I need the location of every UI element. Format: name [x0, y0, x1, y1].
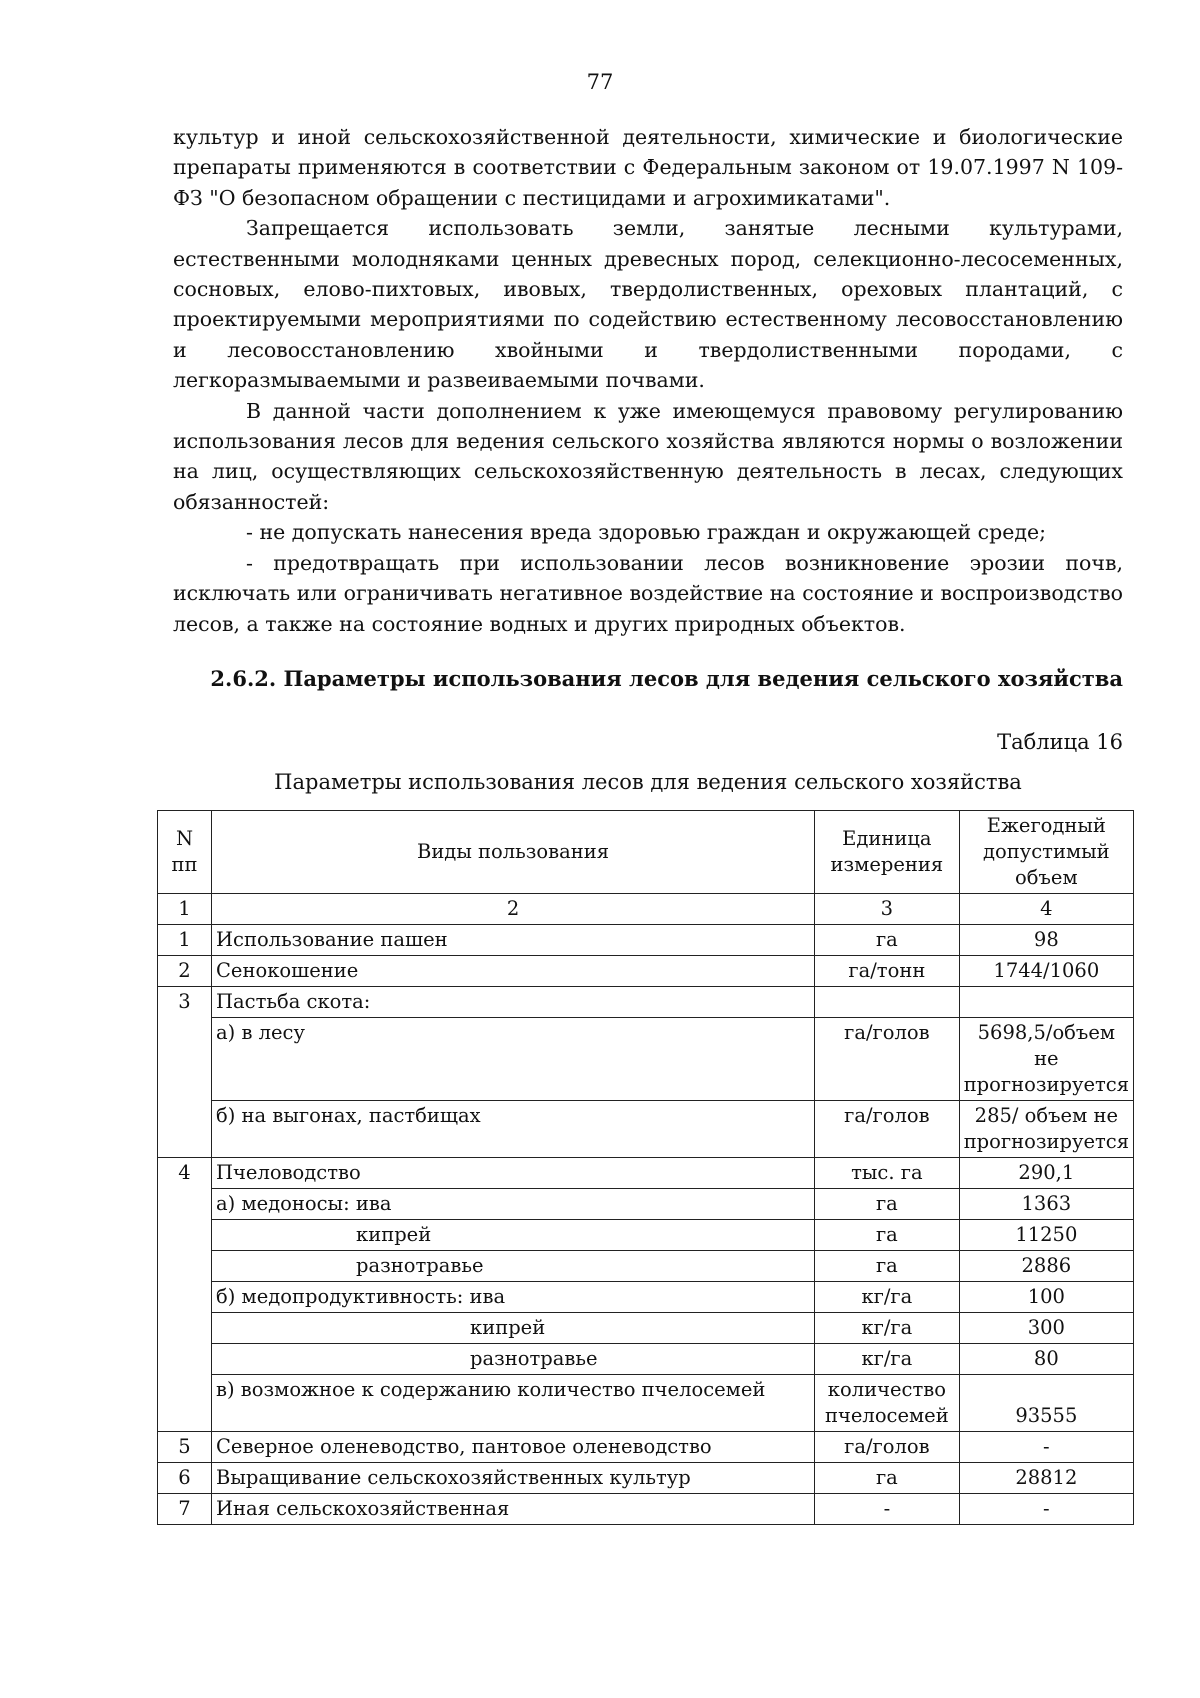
table-row: [158, 1344, 1134, 1375]
cell-n: 3: [158, 987, 212, 1158]
cell-type: Выращивание сельскохозяйственных культур: [212, 1463, 815, 1494]
table-row: [158, 1220, 1134, 1251]
table-row: [158, 987, 1134, 1018]
table-row: [158, 1375, 1134, 1432]
cell-unit: тыс. га: [815, 1158, 960, 1189]
col-number: 2: [212, 894, 815, 925]
cell-type: а) в лесу: [212, 1018, 815, 1101]
cell-volume: 98: [959, 925, 1133, 956]
col-number: 4: [959, 894, 1133, 925]
cell-type: Использование пашен: [212, 925, 815, 956]
list-item: - предотвращать при использовании лесов возникновение эрозии почв, исключать или ограничивать негативное воздействие на состояние и воспроизводство лесов, а также на состояние водных и других природных объектов.: [173, 550, 1123, 636]
cell-volume: 28812: [959, 1463, 1133, 1494]
table-row: [158, 1494, 1134, 1525]
column-numbers-row: [158, 894, 1134, 925]
table-row: [158, 1189, 1134, 1220]
table-caption: Параметры использования лесов для ведения сельского хозяйства: [274, 770, 1022, 794]
cell-volume: -: [959, 1432, 1133, 1463]
cell-unit: га: [815, 1463, 960, 1494]
table-header-row: [158, 811, 1134, 894]
col-number: 1: [158, 894, 212, 925]
cell-unit: га: [815, 1251, 960, 1282]
paragraph: культур и иной сельскохозяйственной деятельности, химические и биологические препараты применяются в соответствии с Федеральным законом от 19.07.1997 N 109-ФЗ "О безопасном обращении с пестицидами и агрохимикатами".: [173, 125, 1123, 210]
cell-volume: 5698,5/объем не прогнозируется: [959, 1018, 1133, 1101]
cell-unit: га: [815, 1189, 960, 1220]
cell-unit: га/голов: [815, 1018, 960, 1101]
table-row: [158, 925, 1134, 956]
cell-type: Пастьба скота:: [212, 987, 815, 1018]
header-n: N пп: [158, 811, 212, 894]
page-number: 77: [586, 70, 614, 94]
cell-type: Северное оленеводство, пантовое оленеводство: [212, 1432, 815, 1463]
cell-volume: 300: [959, 1313, 1133, 1344]
cell-n: 2: [158, 956, 212, 987]
cell-volume: 80: [959, 1344, 1133, 1375]
cell-n: 1: [158, 925, 212, 956]
section-heading: 2.6.2. Параметры использования лесов для ведения сельского хозяйства: [210, 666, 1123, 691]
cell-unit: га/голов: [815, 1101, 960, 1158]
cell-type: разнотравье: [212, 1251, 815, 1282]
cell-volume: 1363: [959, 1189, 1133, 1220]
cell-unit: -: [815, 1494, 960, 1525]
table-label: Таблица 16: [997, 730, 1123, 754]
cell-unit: кг/га: [815, 1282, 960, 1313]
cell-volume: 2886: [959, 1251, 1133, 1282]
cell-unit: количество пчелосемей: [815, 1375, 960, 1432]
table-row: [158, 1463, 1134, 1494]
cell-type: а) медоносы: ива: [212, 1189, 815, 1220]
table-row: [158, 1282, 1134, 1313]
cell-type: в) возможное к содержанию количество пчелосемей: [212, 1375, 815, 1432]
header-volume: Ежегодный допустимый объем: [959, 811, 1133, 894]
cell-volume: 93555: [959, 1375, 1133, 1432]
cell-type: б) медопродуктивность: ива: [212, 1282, 815, 1313]
paragraph: Запрещается использовать земли, занятые лесными культурами, естественными молодняками ценных древесных пород, селекционно-лесосеменных, сосновых, елово-пихтовых, ивовых, твердолиственных, ореховых плантаций, с проектируемыми мероприятиями по содействию естественному лесовосстановлению и лесовосстановлению хвойными и твердолиственными породами, с легкоразмываемыми и развеиваемыми почвами.: [173, 216, 1123, 393]
cell-unit: га: [815, 925, 960, 956]
cell-unit: га: [815, 1220, 960, 1251]
body-text: [173, 122, 1123, 639]
cell-n: 6: [158, 1463, 212, 1494]
cell-n: 4: [158, 1158, 212, 1432]
header-unit: Единица измерения: [815, 811, 960, 894]
table-row: [158, 1432, 1134, 1463]
cell-n: 7: [158, 1494, 212, 1525]
cell-unit: кг/га: [815, 1313, 960, 1344]
cell-volume: 285/ объем не прогнозируется: [959, 1101, 1133, 1158]
cell-type: кипрей: [212, 1220, 815, 1251]
cell-volume: 11250: [959, 1220, 1133, 1251]
cell-unit: кг/га: [815, 1344, 960, 1375]
table-row: [158, 1251, 1134, 1282]
table-row: [158, 1313, 1134, 1344]
list-item: - не допускать нанесения вреда здоровью граждан и окружающей среде;: [246, 520, 1047, 545]
cell-volume: 1744/1060: [959, 956, 1133, 987]
cell-volume: -: [959, 1494, 1133, 1525]
table-row: [158, 1101, 1134, 1158]
header-type: Виды пользования: [212, 811, 815, 894]
cell-unit: [815, 987, 960, 1018]
col-number: 3: [815, 894, 960, 925]
parameters-table: [157, 810, 1134, 1525]
cell-n: 5: [158, 1432, 212, 1463]
cell-unit: га/тонн: [815, 956, 960, 987]
table-row: [158, 956, 1134, 987]
cell-type: б) на выгонах, пастбищах: [212, 1101, 815, 1158]
cell-type: Сенокошение: [212, 956, 815, 987]
cell-volume: 290,1: [959, 1158, 1133, 1189]
cell-type: Пчеловодство: [212, 1158, 815, 1189]
cell-type: Иная сельскохозяйственная: [212, 1494, 815, 1525]
cell-type: разнотравье: [212, 1344, 815, 1375]
cell-volume: 100: [959, 1282, 1133, 1313]
paragraph: В данной части дополнением к уже имеющемуся правовому регулированию использования лесов для ведения сельского хозяйства являются нормы о возложении на лиц, осуществляющих сельскохозяйственную деятельность в лесах, следующих обязанностей:: [173, 398, 1123, 514]
cell-volume: [959, 987, 1133, 1018]
table-row: [158, 1158, 1134, 1189]
cell-unit: га/голов: [815, 1432, 960, 1463]
cell-type: кипрей: [212, 1313, 815, 1344]
table-row: [158, 1018, 1134, 1101]
